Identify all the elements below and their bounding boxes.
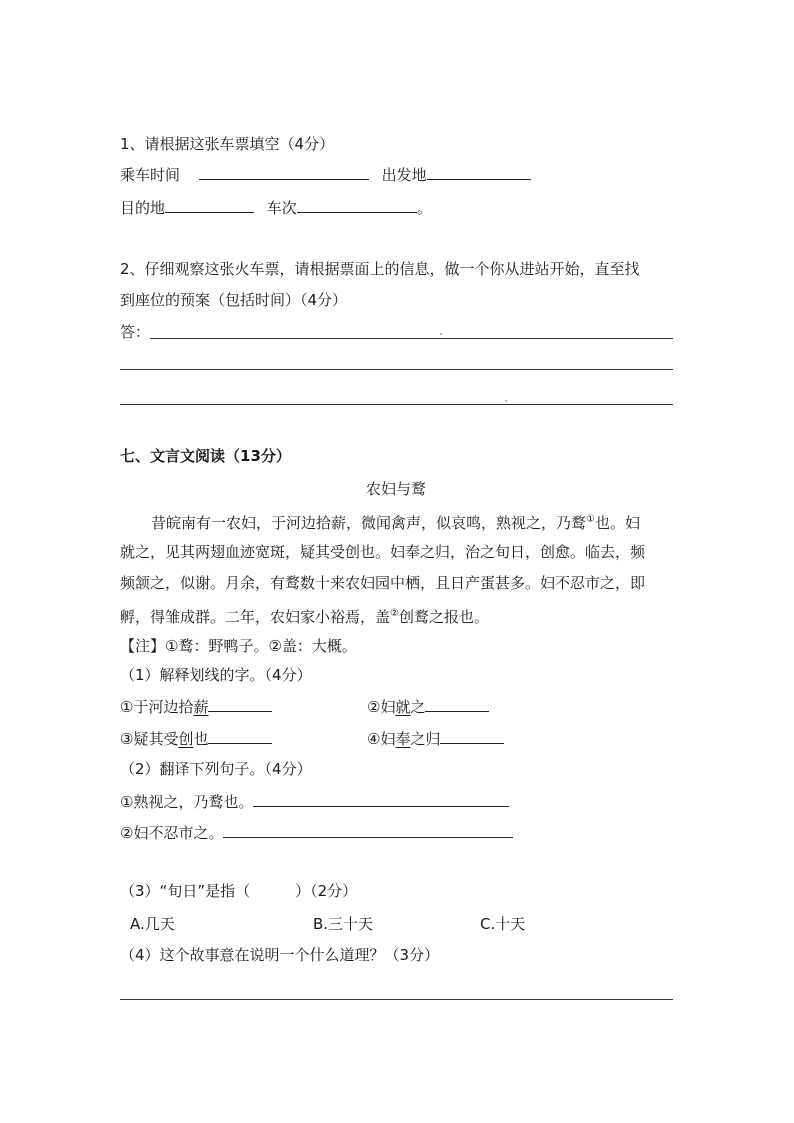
translate-1 <box>120 791 509 812</box>
q1-title: 1、请根据这张车票填空（4分） <box>120 135 335 153</box>
item-3-text: ③疑其受 <box>120 730 179 748</box>
p1-text: 昔皖南有一农妇，于河边拾薪，微闻禽声，似哀鸣，熟视之，乃鹜 <box>151 514 587 532</box>
item-1-blank[interactable] <box>208 696 272 712</box>
passage-line-4 <box>120 604 489 627</box>
item-3 <box>120 728 272 749</box>
item-2 <box>367 696 489 717</box>
item-2-post: 之 <box>410 698 426 716</box>
q2-line1: 2、仔细观察这张火车票，请根据票面上的信息，做一个你从进站开始，直至找 <box>120 260 640 278</box>
sub-question-3: （3）“旬日”是指（ ）（2分） <box>120 882 358 900</box>
end-mark: 。 <box>416 199 432 217</box>
note: 【注】①鹜：野鸭子。②盖：大概。 <box>120 637 357 655</box>
answer-line-1[interactable] <box>150 338 673 339</box>
answer-line-4[interactable] <box>120 999 673 1000</box>
item-3-post: 也 <box>193 730 209 748</box>
translate-2-text: ②妇不忍市之。 <box>120 824 224 842</box>
answer-line-2[interactable] <box>120 369 673 370</box>
passage-line-3: 频颔之，似谢。月余，有鹜数十来农妇园中栖，且日产蛋甚多。妇不忍市之，即 <box>120 574 646 592</box>
train-label: 车次 <box>266 199 297 217</box>
sub-question-1: （1）解释划线的字。（4分） <box>120 666 312 684</box>
item-2-text: ②妇 <box>367 698 396 716</box>
translate-1-text: ①熟视之，乃鹜也。 <box>120 793 254 811</box>
item-3-blank[interactable] <box>208 728 272 744</box>
q1-line-dest-train <box>120 197 432 218</box>
item-4-blank[interactable] <box>440 728 504 744</box>
item-4-post: 之归 <box>410 730 441 748</box>
option-c[interactable]: C.十天 <box>480 915 526 933</box>
underlined-char: 创 <box>178 730 194 748</box>
sub-question-4: （4）这个故事意在说明一个什么道理？（3分） <box>120 946 440 964</box>
passage-title: 农妇与鹜 <box>366 480 427 498</box>
q1-line-time-depart <box>120 164 531 185</box>
item-1-text: ①于河边拾 <box>120 698 194 716</box>
speck <box>505 400 507 402</box>
time-label: 乘车时间 <box>120 166 181 184</box>
time-blank[interactable] <box>199 164 369 180</box>
dest-label: 目的地 <box>120 199 166 217</box>
section-heading: 七、文言文阅读（13分） <box>120 447 291 465</box>
speck <box>440 333 442 335</box>
q2-answer-label: 答： <box>120 323 151 341</box>
option-a[interactable]: A.几天 <box>130 915 175 933</box>
option-b[interactable]: B.三十天 <box>313 915 374 933</box>
translate-2 <box>120 822 513 843</box>
dest-blank[interactable] <box>165 197 254 213</box>
depart-label: 出发地 <box>381 166 427 184</box>
sub-question-2: （2）翻译下列句子。（4分） <box>120 760 312 778</box>
train-blank[interactable] <box>297 197 417 213</box>
passage-line-2: 就之，见其两翅血迹宽斑，疑其受创也。妇奉之归，治之旬日，创愈。临去，频 <box>120 543 646 561</box>
item-2-blank[interactable] <box>425 696 489 712</box>
passage-line-1 <box>151 510 640 533</box>
p1-end: 也。妇 <box>594 514 640 532</box>
item-1 <box>120 696 272 717</box>
item-4 <box>367 728 504 749</box>
p4a-text: 孵，得雏成群。二年，农妇家小裕焉，盖 <box>120 608 391 626</box>
q2-line2: 到座位的预案（包括时间）（4分） <box>120 291 348 309</box>
footnote-marker-1: ① <box>586 514 595 525</box>
underlined-char: 奉 <box>395 730 411 748</box>
item-4-text: ④妇 <box>367 730 396 748</box>
footnote-marker-2: ② <box>390 608 399 619</box>
underlined-char: 薪 <box>193 698 209 716</box>
translate-2-blank[interactable] <box>223 822 513 838</box>
answer-line-3[interactable] <box>120 404 673 405</box>
underlined-char: 就 <box>395 698 411 716</box>
p4b-text: 创鹜之报也。 <box>398 608 489 626</box>
depart-blank[interactable] <box>427 164 531 180</box>
translate-1-blank[interactable] <box>253 791 509 807</box>
